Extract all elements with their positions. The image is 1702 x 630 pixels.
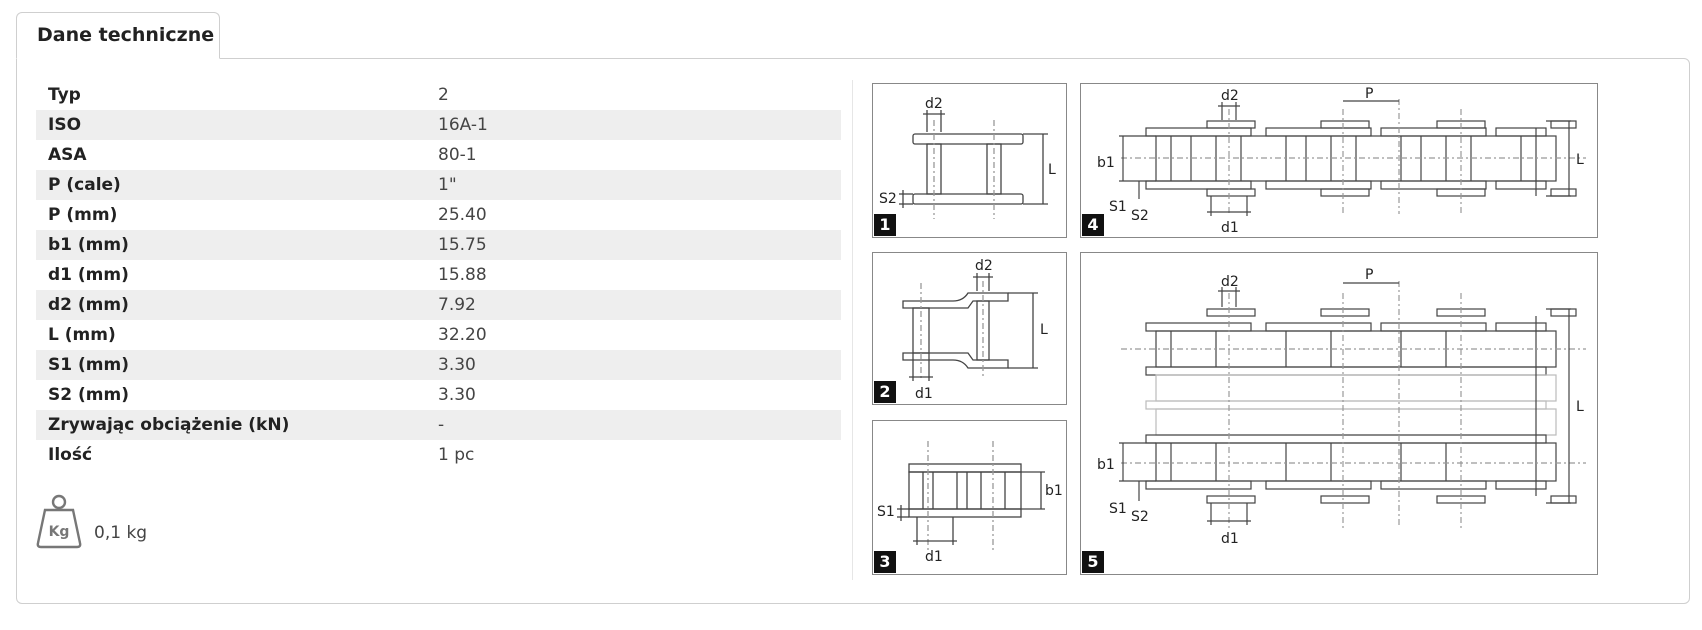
- chain-diagram-3: [872, 420, 1067, 575]
- divider: [852, 80, 853, 580]
- label-s2: S2: [1131, 208, 1149, 224]
- spec-value: 1": [438, 175, 457, 195]
- label-s2: S2: [879, 191, 897, 207]
- table-row: [36, 440, 841, 470]
- table-row: [36, 410, 841, 440]
- label-p: P: [1365, 86, 1374, 102]
- spec-value: -: [438, 415, 445, 435]
- table-row: [36, 200, 841, 230]
- spec-value: 3.30: [438, 355, 476, 375]
- label-d2: d2: [1221, 88, 1239, 104]
- table-row: [36, 110, 841, 140]
- spec-key: ISO: [48, 115, 82, 135]
- specs-table: [36, 80, 841, 470]
- diagram-number: 2: [874, 381, 896, 403]
- diagram-4-drawing: [1081, 84, 1599, 239]
- spec-value: 2: [438, 85, 449, 105]
- label-b1: b1: [1097, 457, 1115, 473]
- spec-key: d1 (mm): [48, 265, 129, 285]
- spec-value: 25.40: [438, 205, 487, 225]
- weight-value: 0,1 kg: [94, 523, 148, 543]
- spec-key: S2 (mm): [48, 385, 129, 405]
- spec-key: S1 (mm): [48, 355, 129, 375]
- table-row: [36, 260, 841, 290]
- spec-key: P (mm): [48, 205, 118, 225]
- label-d2: d2: [925, 96, 943, 112]
- spec-key: Zrywając obciążenie (kN): [48, 415, 290, 435]
- chain-diagram-5: [1080, 252, 1598, 575]
- table-row: [36, 80, 841, 110]
- table-row: [36, 230, 841, 260]
- label-b1: b1: [1097, 155, 1115, 171]
- weight-kg-icon: [36, 493, 82, 549]
- table-row: [36, 350, 841, 380]
- spec-value: 32.20: [438, 325, 487, 345]
- table-row: [36, 140, 841, 170]
- label-l: L: [1576, 399, 1584, 415]
- chain-diagram-1: [872, 83, 1067, 238]
- spec-value: 16A-1: [438, 115, 488, 135]
- chain-diagram-2: [872, 252, 1067, 405]
- label-d1: d1: [925, 549, 943, 565]
- spec-value: 15.75: [438, 235, 487, 255]
- table-row: [36, 380, 841, 410]
- spec-value: 80-1: [438, 145, 477, 165]
- spec-value: 7.92: [438, 295, 476, 315]
- tab-label: Dane techniczne: [37, 24, 215, 46]
- label-d1: d1: [915, 386, 933, 402]
- spec-value: 15.88: [438, 265, 487, 285]
- spec-key: L (mm): [48, 325, 116, 345]
- label-b1: b1: [1045, 483, 1063, 499]
- diagram-1-drawing: [873, 84, 1068, 239]
- spec-key: ASA: [48, 145, 87, 165]
- label-l: L: [1048, 162, 1056, 178]
- label-l: L: [1576, 152, 1584, 168]
- diagram-number: 4: [1082, 214, 1104, 236]
- weight-info: [36, 493, 147, 549]
- weight-icon-label: Kg: [48, 524, 70, 540]
- label-d1: d1: [1221, 531, 1239, 547]
- diagram-2-drawing: [873, 253, 1068, 406]
- diagram-number: 3: [874, 551, 896, 573]
- spec-value: 3.30: [438, 385, 476, 405]
- diagram-number: 5: [1082, 551, 1104, 573]
- spec-key: d2 (mm): [48, 295, 129, 315]
- spec-key: P (cale): [48, 175, 121, 195]
- table-row: [36, 170, 841, 200]
- spec-key: Ilość: [48, 445, 93, 465]
- tab-dane-techniczne[interactable]: [16, 12, 220, 59]
- diagram-5-drawing: [1081, 253, 1599, 576]
- label-d2: d2: [1221, 274, 1239, 290]
- label-d2: d2: [975, 258, 993, 274]
- label-l: L: [1040, 322, 1048, 338]
- label-s2: S2: [1131, 509, 1149, 525]
- label-s1: S1: [1109, 501, 1127, 517]
- label-s1: S1: [1109, 199, 1127, 215]
- table-row: [36, 290, 841, 320]
- label-d1: d1: [1221, 220, 1239, 236]
- label-p: P: [1365, 267, 1374, 283]
- spec-key: b1 (mm): [48, 235, 129, 255]
- diagram-number: 1: [874, 214, 896, 236]
- table-row: [36, 320, 841, 350]
- spec-key: Typ: [48, 85, 81, 105]
- spec-value: 1 pc: [438, 445, 475, 465]
- chain-diagram-4: [1080, 83, 1598, 238]
- label-s1: S1: [877, 504, 895, 520]
- diagram-3-drawing: [873, 421, 1068, 576]
